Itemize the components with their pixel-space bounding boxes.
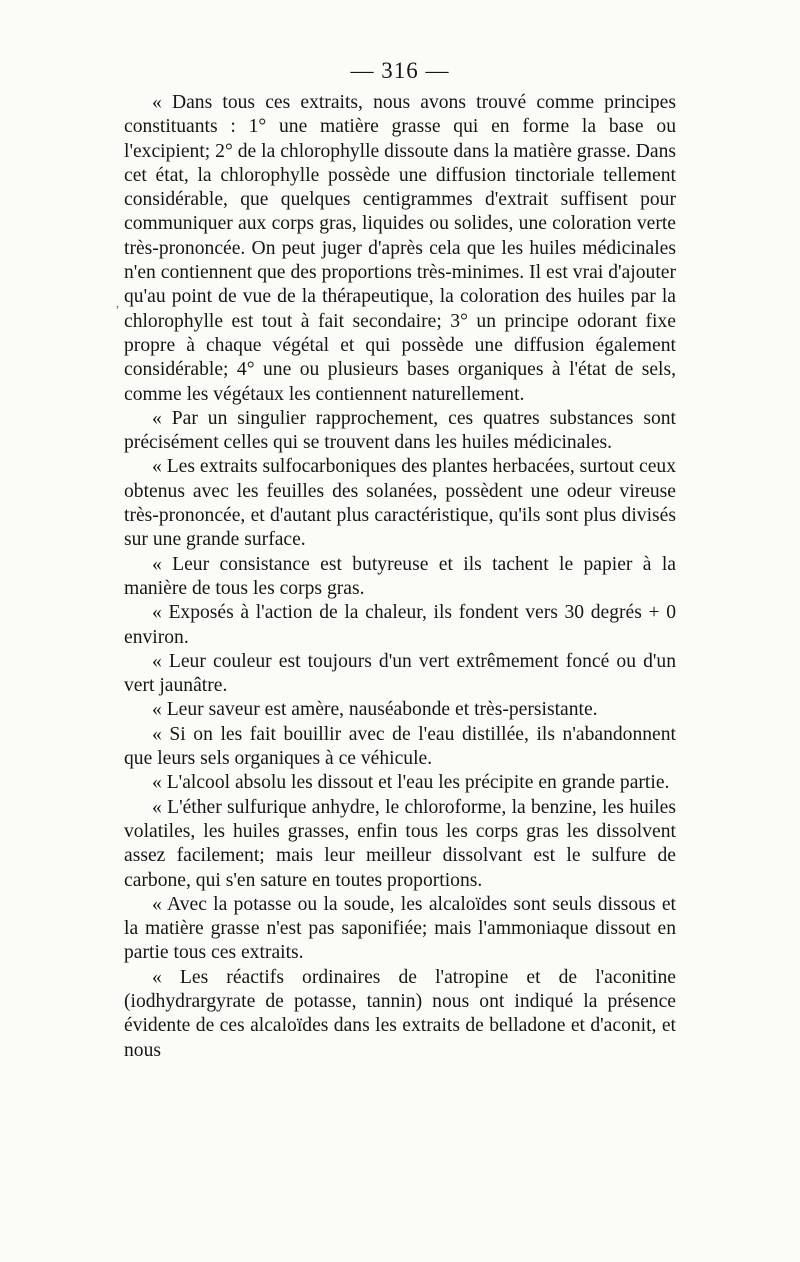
paragraph-consistance: « Leur consistance est butyreuse et ils tachent le papier à la manière de tous les corps gras. [124,553,676,599]
stray-mark: , [116,296,119,310]
paragraph-extraits-principes: « Dans tous ces extraits, nous avons trouvé comme principes constituants : 1° une matière grasse qui en forme la base ou l'excipient; 2° de la chlorophylle dissoute dans la matière grasse. Dans cet état, la chlorophylle possède une diffusion tinctoriale tellement considérable, que quelques centigrammes d'extrait suffisent pour communiquer aux corps gras, liquides ou solides, une coloration verte très-prononcée. On peut juger d'après cela que les huiles médicinales n'en contiennent que des proportions très-minimes. Il est vrai d'ajouter qu'au point de vue de la thérapeutique, la coloration des huiles par la chlorophylle est tout à fait secondaire; 3° un principe odorant fixe propre à chaque végétal et qui possède une diffusion également considérable; 4° une ou plusieurs bases organiques à l'état de sels, comme les végétaux les contiennent naturellement. [124,92,676,405]
paragraph-potasse: « Avec la potasse ou la soude, les alcaloïdes sont seuls dissous et la matière grasse n'est pas saponifiée; mais l'ammoniaque dissout en partie tous ces extraits. [124,893,676,964]
body-text [124,91,676,1063]
paragraph-alcool: « L'alcool absolu les dissout et l'eau les précipite en grande partie. [152,772,670,794]
paragraph-chaleur: « Exposés à l'action de la chaleur, ils fondent vers 30 degrés + 0 environ. [124,602,676,648]
paragraph-couleur: « Leur couleur est toujours d'un vert extrêmement foncé ou d'un vert jaunâtre. [124,650,676,697]
paragraph-ether: « L'éther sulfurique anhydre, le chloroforme, la benzine, les huiles volatiles, les huiles grasses, enfin tous les corps gras les dissolvent assez facilement; mais leur meilleur dissolvant est le sulfure de carbone, qui s'en sature en toutes proportions. [124,796,676,891]
paragraph-saveur: « Leur saveur est amère, nauséabonde et très-persistante. [152,699,598,721]
paragraph-eau-distillee: « Si on les fait bouillir avec de l'eau distillée, ils n'abandonnent que leurs sels organiques à ce véhicule. [124,723,676,770]
paragraph-odeur: « Les extraits sulfocarboniques des plantes herbacées, surtout ceux obtenus avec les feuilles des solanées, possèdent une odeur vireuse très-prononcée, et d'autant plus caractéristique, qu'ils sont plus divisés sur une grande surface. [124,456,676,551]
page-number: — 316 — [350,58,450,83]
paragraph-reactifs: « Les réactifs ordinaires de l'atropine et de l'aconitine (iodhydrargyrate de potasse, tannin) nous ont indiqué la présence évidente de ces alcaloïdes dans les extraits de belladone et d'aconit, et nous [124,966,676,1061]
paragraph-rapprochement: « Par un singulier rapprochement, ces quatres substances sont précisément celles qui se trouvent dans les huiles médicinales. [124,407,676,454]
